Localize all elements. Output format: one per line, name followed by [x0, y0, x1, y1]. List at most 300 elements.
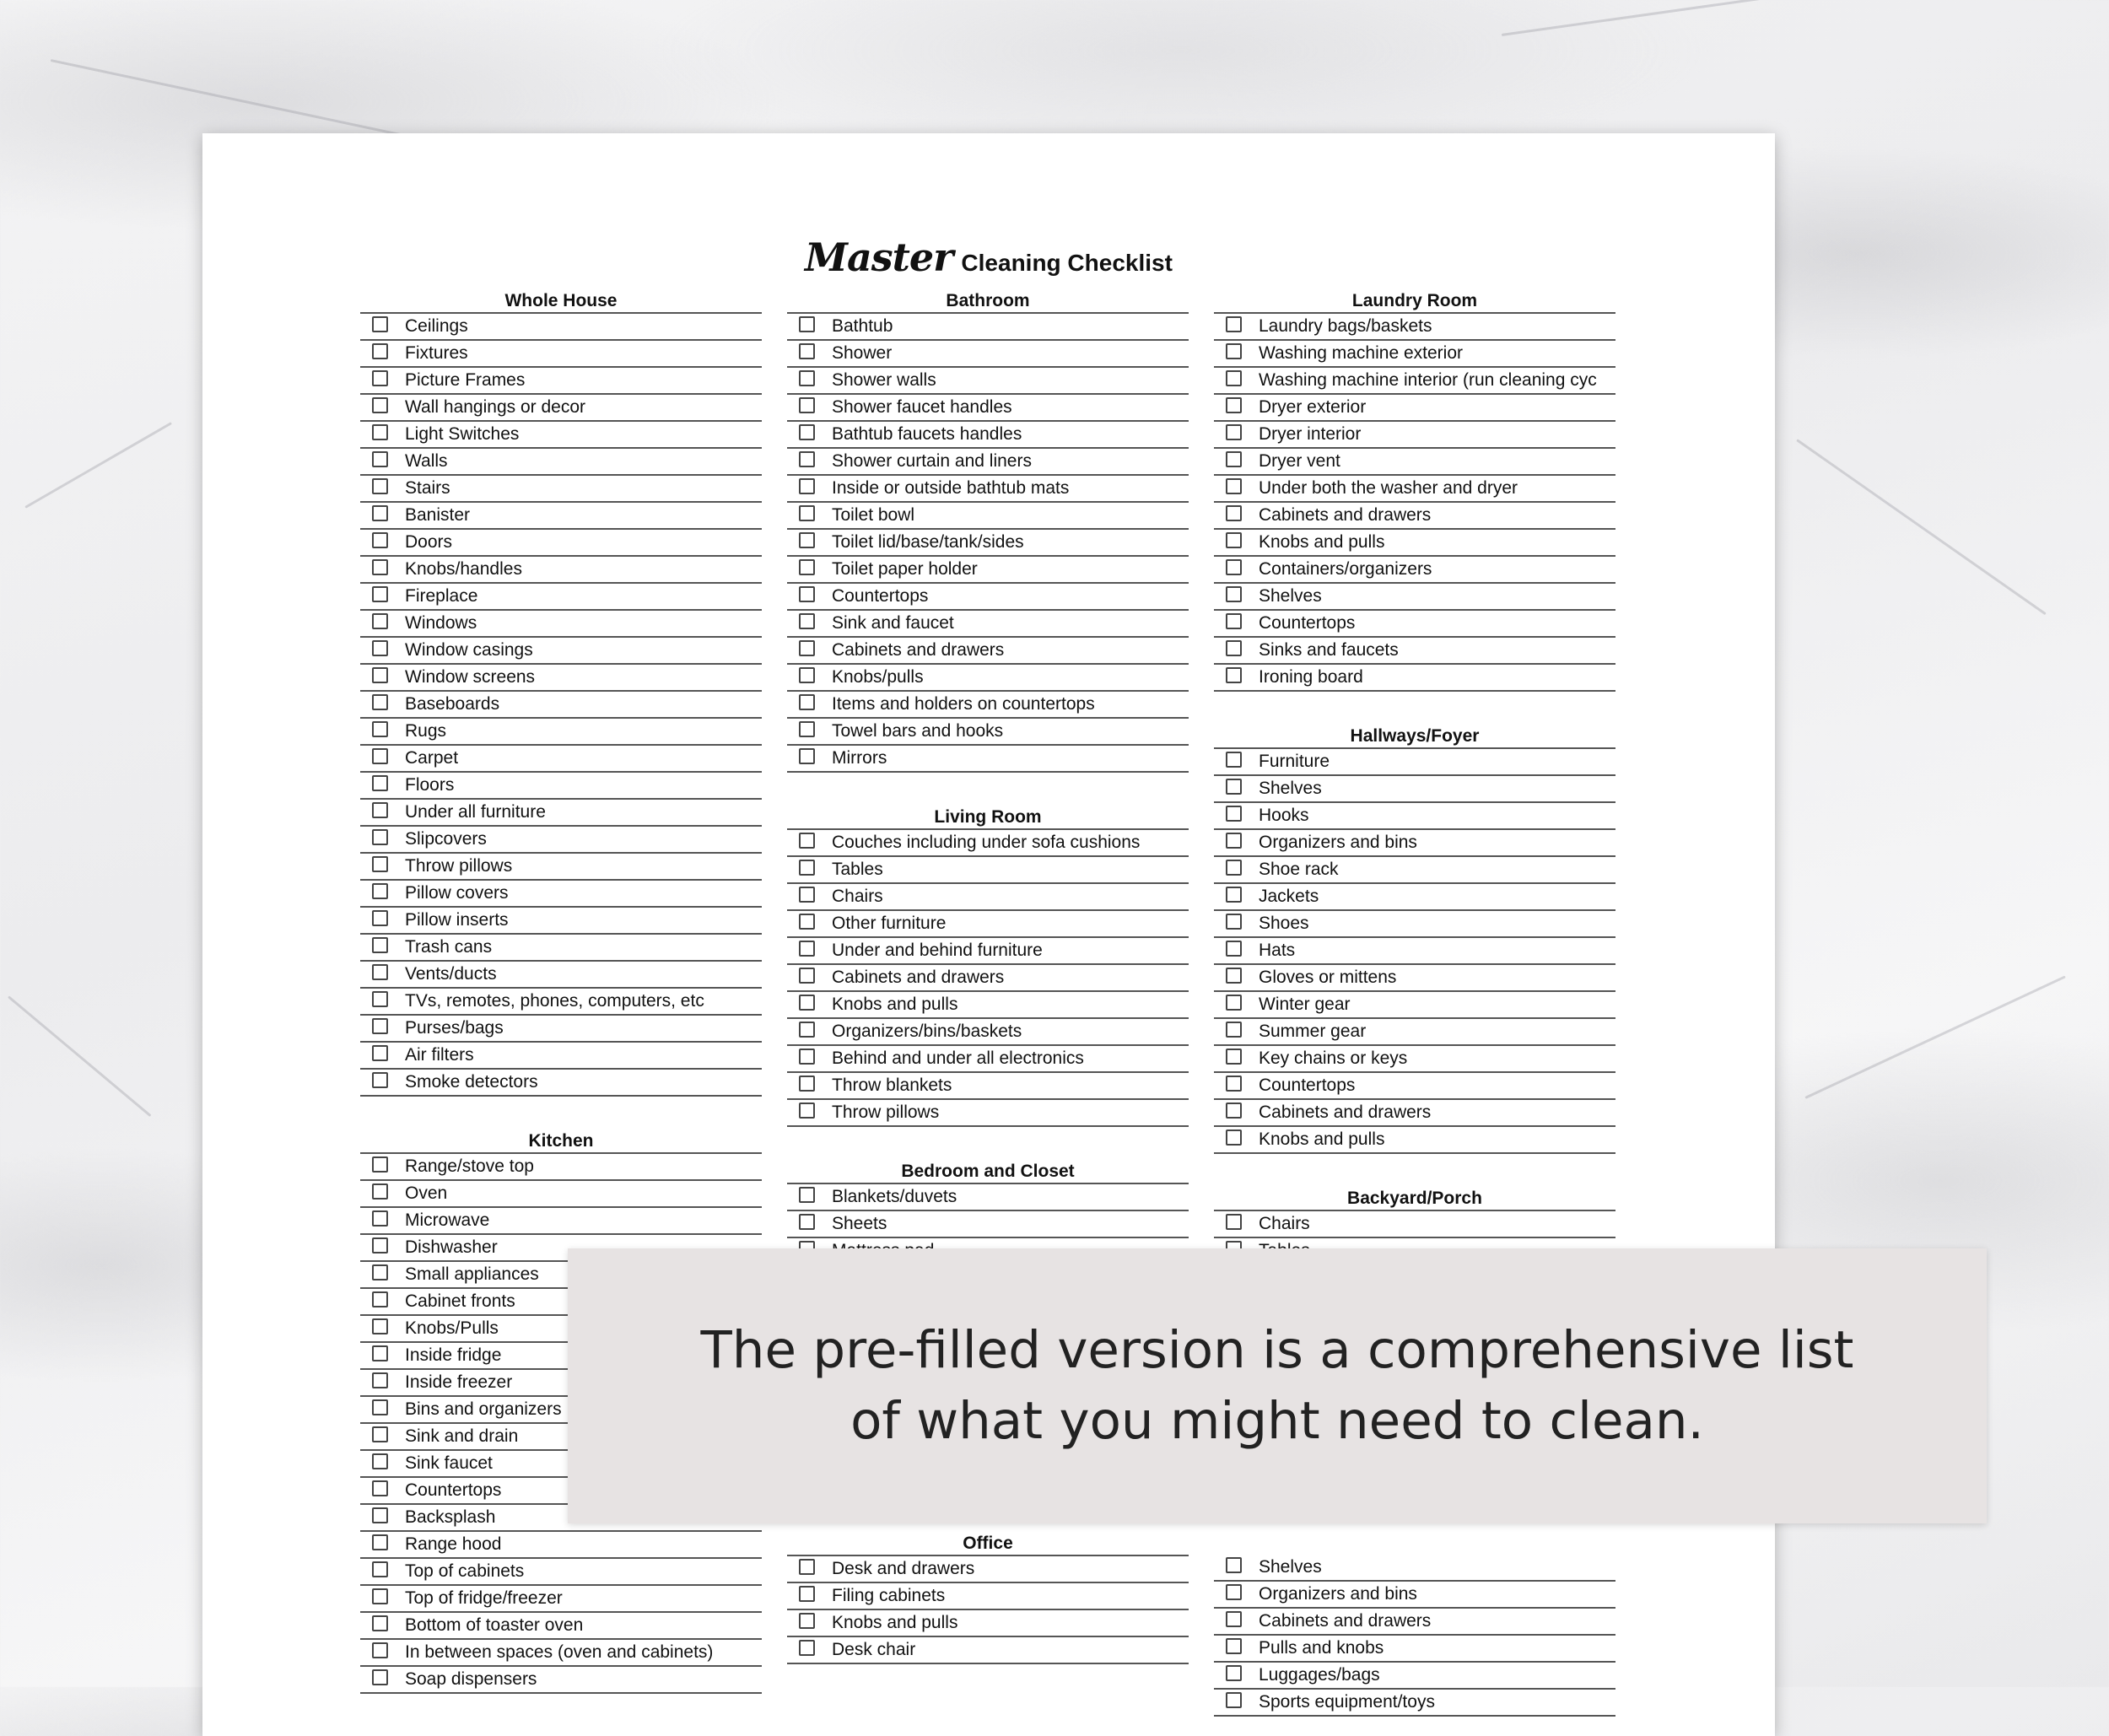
checkbox[interactable]	[799, 1076, 815, 1092]
checkbox[interactable]	[372, 559, 388, 575]
checklist-item-label: Under both the washer and dryer	[1259, 478, 1518, 498]
checklist-item-label: Rugs	[405, 721, 447, 741]
checklist-item	[787, 665, 1189, 692]
checklist-item-label: Knobs and pulls	[832, 1613, 958, 1632]
checkbox[interactable]	[799, 833, 815, 849]
checkbox[interactable]	[372, 1426, 388, 1442]
checkbox[interactable]	[799, 1049, 815, 1065]
checklist-item	[1214, 665, 1615, 692]
checkbox[interactable]	[799, 370, 815, 386]
checklist-item-label: Laundry bags/baskets	[1259, 316, 1432, 336]
checklist-item	[360, 395, 762, 422]
checklist-item	[1214, 1582, 1615, 1609]
checklist-item-label: Pillow inserts	[405, 910, 509, 930]
checkbox[interactable]	[1226, 424, 1242, 440]
checkbox[interactable]	[1226, 370, 1242, 386]
checklist-item	[787, 449, 1189, 476]
checkbox[interactable]	[372, 1669, 388, 1685]
checklist-item-label: Desk chair	[832, 1640, 916, 1659]
caption-line-2: of what you might need to clean.	[850, 1391, 1704, 1451]
checklist-item-label: Floors	[405, 775, 455, 795]
checkbox[interactable]	[372, 316, 388, 332]
checklist-item	[787, 884, 1189, 911]
checkbox[interactable]	[799, 1022, 815, 1038]
checkbox[interactable]	[372, 1264, 388, 1280]
checkbox[interactable]	[799, 1640, 815, 1656]
checklist-item-label: Cabinets and drawers	[832, 968, 1005, 987]
checkbox[interactable]	[799, 316, 815, 332]
checklist-item	[787, 638, 1189, 665]
checkbox[interactable]	[372, 1507, 388, 1523]
checkbox[interactable]	[372, 1045, 388, 1061]
checkbox[interactable]	[372, 532, 388, 548]
checklist-item-label: Dishwasher	[405, 1237, 498, 1257]
checklist-item-label: Sinks and faucets	[1259, 640, 1399, 660]
checklist-item-label: Wall hangings or decor	[405, 397, 585, 417]
checklist-item-label: Sink faucet	[405, 1453, 493, 1473]
checklist-item-label: Key chains or keys	[1259, 1049, 1408, 1068]
checklist-item	[360, 1070, 762, 1097]
checklist-item	[360, 1208, 762, 1235]
column-3	[1214, 287, 1615, 1265]
checkbox[interactable]	[799, 887, 815, 903]
checklist-item-label: Dryer vent	[1259, 451, 1340, 471]
checkbox[interactable]	[372, 1291, 388, 1307]
checklist-item-label: Vents/ducts	[405, 964, 497, 984]
checklist-item-label: Backsplash	[405, 1507, 496, 1527]
checkbox[interactable]	[372, 937, 388, 953]
checklist-item	[360, 341, 762, 368]
checkbox[interactable]	[372, 1453, 388, 1469]
checklist-item-label: Knobs and pulls	[832, 995, 958, 1014]
checkbox[interactable]	[372, 424, 388, 440]
checkbox[interactable]	[372, 910, 388, 926]
checkbox[interactable]	[799, 995, 815, 1011]
marble-vein	[1502, 0, 1903, 36]
checklist-item	[360, 1640, 762, 1667]
checklist-item-label: Oven	[405, 1183, 448, 1203]
checklist-item-label: Countertops	[1259, 1076, 1356, 1095]
checkbox[interactable]	[372, 1480, 388, 1496]
checklist-item-label: Cabinets and drawers	[1259, 505, 1432, 525]
checkbox[interactable]	[1226, 1692, 1242, 1708]
checklist-item-label: Items and holders on countertops	[832, 694, 1095, 714]
checklist-item-label: Baseboards	[405, 694, 500, 714]
checkbox[interactable]	[799, 586, 815, 602]
checkbox[interactable]	[372, 829, 388, 845]
checkbox[interactable]	[1226, 1214, 1242, 1230]
checklist-item	[1214, 584, 1615, 611]
checkbox[interactable]	[1226, 806, 1242, 822]
checkbox[interactable]	[1226, 478, 1242, 494]
checklist-item-label: Cabinets and drawers	[1259, 1611, 1432, 1631]
checkbox[interactable]	[372, 505, 388, 521]
checkbox[interactable]	[799, 1586, 815, 1602]
checkbox[interactable]	[799, 667, 815, 683]
checklist-item-label: Walls	[405, 451, 448, 471]
checkbox[interactable]	[372, 1318, 388, 1334]
checkbox[interactable]	[799, 559, 815, 575]
checklist-item-label: Throw pillows	[405, 856, 513, 876]
checklist-item-label: Pillow covers	[405, 883, 509, 903]
checklist-item-label: Air filters	[405, 1045, 474, 1065]
checklist-item-label: Toilet lid/base/tank/sides	[832, 532, 1024, 552]
checklist-item	[787, 395, 1189, 422]
checkbox[interactable]	[372, 586, 388, 602]
checklist-item-label: Inside freezer	[405, 1372, 513, 1392]
checkbox[interactable]	[1226, 914, 1242, 930]
checklist-item	[360, 503, 762, 530]
checklist-item	[360, 746, 762, 773]
checkbox[interactable]	[372, 1183, 388, 1200]
checkbox[interactable]	[799, 1214, 815, 1230]
checklist-item	[1214, 422, 1615, 449]
checkbox[interactable]	[799, 1613, 815, 1629]
checklist-item-label: Mirrors	[832, 748, 887, 768]
checkbox[interactable]	[372, 640, 388, 656]
checklist-item	[360, 449, 762, 476]
title-text: Cleaning Checklist	[961, 250, 1173, 276]
checklist-item	[787, 965, 1189, 992]
checklist-item	[787, 992, 1189, 1019]
checklist-item	[360, 1667, 762, 1694]
checkbox[interactable]	[1226, 532, 1242, 548]
checklist-item-label: Countertops	[405, 1480, 502, 1500]
checkbox[interactable]	[1226, 1129, 1242, 1146]
checklist-item	[1214, 1211, 1615, 1238]
checklist-item-label: Dryer exterior	[1259, 397, 1367, 417]
checklist-item-label: Shelves	[1259, 1557, 1322, 1577]
checklist-item-label: Carpet	[405, 748, 459, 768]
checklist-item-label: Organizers and bins	[1259, 1584, 1417, 1604]
checklist-item-label: Knobs and pulls	[1259, 1129, 1385, 1149]
checkbox[interactable]	[1226, 586, 1242, 602]
checkbox[interactable]	[372, 748, 388, 764]
checklist-item	[787, 746, 1189, 773]
checklist-item	[360, 989, 762, 1016]
checklist-item-label: Inside or outside bathtub mats	[832, 478, 1070, 498]
checklist-item	[360, 368, 762, 395]
checklist-item-label: Hooks	[1259, 806, 1309, 825]
checkbox[interactable]	[372, 1615, 388, 1631]
checklist-item	[360, 422, 762, 449]
section-heading: Living Room	[787, 803, 1189, 830]
checklist-item	[1214, 1555, 1615, 1582]
checkbox[interactable]	[799, 613, 815, 629]
checklist-item-label: Shower curtain and liners	[832, 451, 1032, 471]
checkbox[interactable]	[372, 343, 388, 359]
checklist-item	[360, 1586, 762, 1613]
marble-vein	[1796, 439, 2047, 615]
checklist-item	[360, 314, 762, 341]
checklist-item	[360, 1043, 762, 1070]
checklist-item-label: Throw pillows	[832, 1103, 940, 1122]
checklist-item-label: Shower walls	[832, 370, 936, 390]
checklist-item-label: Ironing board	[1259, 667, 1363, 687]
checklist-item	[360, 530, 762, 557]
checkbox[interactable]	[372, 1210, 388, 1227]
checklist-item-label: Shoe rack	[1259, 860, 1339, 879]
checklist-item-label: Containers/organizers	[1259, 559, 1432, 579]
checkbox[interactable]	[372, 694, 388, 710]
checkbox[interactable]	[799, 424, 815, 440]
checkbox[interactable]	[372, 802, 388, 818]
checkbox[interactable]	[1226, 860, 1242, 876]
checklist-item-label: Stairs	[405, 478, 450, 498]
checkbox[interactable]	[799, 968, 815, 984]
column-2-lower	[787, 1529, 1189, 1664]
section-gap	[787, 773, 1189, 803]
caption-line-1: The pre-filled version is a comprehensive list	[700, 1320, 1854, 1380]
checkbox[interactable]	[372, 397, 388, 413]
checklist-item	[360, 1559, 762, 1586]
checklist-item-label: Towel bars and hooks	[832, 721, 1004, 741]
checklist-item	[1214, 803, 1615, 830]
checklist-item	[1214, 557, 1615, 584]
checkbox[interactable]	[1226, 833, 1242, 849]
checklist-item-label: Shelves	[1259, 586, 1322, 606]
checklist-item-label: Banister	[405, 505, 471, 525]
checklist-item-label: Sink and drain	[405, 1426, 519, 1446]
column-3-lower	[1214, 1555, 1615, 1717]
checkbox[interactable]	[1226, 1665, 1242, 1681]
checkbox[interactable]	[372, 856, 388, 872]
checkbox[interactable]	[1226, 752, 1242, 768]
checkbox[interactable]	[1226, 968, 1242, 984]
checkbox[interactable]	[1226, 1049, 1242, 1065]
checkbox[interactable]	[1226, 941, 1242, 957]
checklist-item-label: Tables	[832, 860, 883, 879]
checklist-item	[360, 1016, 762, 1043]
checklist-item-label: Doors	[405, 532, 453, 552]
checklist-item-label: Cabinets and drawers	[832, 640, 1005, 660]
checklist-item-label: Fixtures	[405, 343, 468, 363]
checkbox[interactable]	[372, 991, 388, 1007]
checklist-item	[1214, 503, 1615, 530]
checkbox[interactable]	[372, 1156, 388, 1173]
checkbox[interactable]	[1226, 1022, 1242, 1038]
checkbox[interactable]	[799, 721, 815, 737]
checklist-item	[360, 908, 762, 935]
checklist-item	[1214, 476, 1615, 503]
checklist-item	[787, 692, 1189, 719]
section-gap	[360, 1097, 762, 1127]
checkbox[interactable]	[372, 964, 388, 980]
checkbox[interactable]	[799, 343, 815, 359]
checklist-item-label: Summer gear	[1259, 1022, 1367, 1041]
checkbox[interactable]	[372, 1642, 388, 1658]
checklist-item-label: Fireplace	[405, 586, 478, 606]
checkbox[interactable]	[372, 883, 388, 899]
checkbox[interactable]	[1226, 887, 1242, 903]
checkbox[interactable]	[799, 640, 815, 656]
checkbox[interactable]	[799, 860, 815, 876]
checklist-item-label: Couches including under sofa cushions	[832, 833, 1141, 852]
checkbox[interactable]	[372, 451, 388, 467]
checklist-item-label: Toilet paper holder	[832, 559, 978, 579]
checkbox[interactable]	[799, 1559, 815, 1575]
checkbox[interactable]	[1226, 1584, 1242, 1600]
checklist-item	[787, 530, 1189, 557]
checkbox[interactable]	[1226, 1638, 1242, 1654]
column-2	[787, 287, 1189, 1265]
checklist-item	[787, 368, 1189, 395]
checkbox[interactable]	[372, 478, 388, 494]
checklist-item	[1214, 749, 1615, 776]
checklist-item-label: Behind and under all electronics	[832, 1049, 1084, 1068]
checklist-item-label: Shoes	[1259, 914, 1309, 933]
checklist-item	[1214, 776, 1615, 803]
checklist-item-label: Filing cabinets	[832, 1586, 946, 1605]
checklist-item	[787, 1019, 1189, 1046]
checkbox[interactable]	[1226, 343, 1242, 359]
checklist-item-label: Luggages/bags	[1259, 1665, 1380, 1685]
checklist-item-label: Microwave	[405, 1210, 490, 1230]
checkbox[interactable]	[1226, 613, 1242, 629]
checklist-item-label: Gloves or mittens	[1259, 968, 1397, 987]
checklist-item	[787, 1211, 1189, 1238]
checkbox[interactable]	[372, 370, 388, 386]
checklist-item	[787, 1637, 1189, 1664]
checkbox[interactable]	[799, 451, 815, 467]
checkbox[interactable]	[372, 1237, 388, 1253]
checklist-item	[787, 719, 1189, 746]
checklist-item	[1214, 1046, 1615, 1073]
checkbox[interactable]	[1226, 451, 1242, 467]
checklist-item-label: Top of fridge/freezer	[405, 1588, 563, 1608]
checklist-item-label: Range hood	[405, 1534, 502, 1554]
checklist-item-label: Blankets/duvets	[832, 1187, 957, 1206]
checklist-item-label: Under and behind furniture	[832, 941, 1043, 960]
checklist-item	[787, 1100, 1189, 1127]
checklist-item	[1214, 1127, 1615, 1154]
checkbox[interactable]	[799, 914, 815, 930]
checklist-item	[787, 611, 1189, 638]
checklist-item	[1214, 884, 1615, 911]
checklist-item-label: Inside fridge	[405, 1345, 502, 1365]
checkbox[interactable]	[799, 1187, 815, 1203]
checkbox[interactable]	[1226, 316, 1242, 332]
checkbox[interactable]	[1226, 667, 1242, 683]
checkbox[interactable]	[1226, 559, 1242, 575]
checkbox[interactable]	[1226, 1103, 1242, 1119]
checkbox[interactable]	[372, 1588, 388, 1604]
checkbox[interactable]	[799, 397, 815, 413]
checkbox[interactable]	[1226, 640, 1242, 656]
checklist-item-label: Soap dispensers	[405, 1669, 537, 1689]
checklist-item	[360, 1181, 762, 1208]
checkbox[interactable]	[1226, 397, 1242, 413]
checklist-item-label: Desk and drawers	[832, 1559, 975, 1578]
checkbox[interactable]	[372, 1345, 388, 1361]
checkbox[interactable]	[1226, 505, 1242, 521]
checklist-item-label: Furniture	[1259, 752, 1330, 771]
checklist-item-label: Winter gear	[1259, 995, 1351, 1014]
section-heading: Office	[787, 1529, 1189, 1556]
checklist-item-label: Organizers and bins	[1259, 833, 1417, 852]
checklist-item	[360, 1613, 762, 1640]
checklist-item	[360, 962, 762, 989]
checkbox[interactable]	[799, 478, 815, 494]
checklist-item	[787, 857, 1189, 884]
checklist-item	[360, 773, 762, 800]
section-heading: Bedroom and Closet	[787, 1157, 1189, 1184]
checkbox[interactable]	[372, 1399, 388, 1415]
checklist-item-label: Hats	[1259, 941, 1296, 960]
checkbox[interactable]	[799, 532, 815, 548]
checkbox[interactable]	[372, 667, 388, 683]
checklist-item	[360, 665, 762, 692]
checklist-item-label: Washing machine interior (run cleaning cyc	[1259, 370, 1597, 390]
checklist-item	[1214, 965, 1615, 992]
checkbox[interactable]	[799, 748, 815, 764]
checkbox[interactable]	[799, 505, 815, 521]
checklist-item-label: Dryer interior	[1259, 424, 1362, 444]
marble-vein	[1804, 975, 2065, 1098]
section-heading: Laundry Room	[1214, 287, 1615, 314]
checklist-item	[787, 557, 1189, 584]
checklist-item	[1214, 638, 1615, 665]
checklist-item-label: Ceilings	[405, 316, 468, 336]
section-gap	[787, 1127, 1189, 1157]
checkbox[interactable]	[372, 1372, 388, 1388]
checklist-item-label: Cabinet fronts	[405, 1291, 515, 1311]
checklist-item-label: Chairs	[1259, 1214, 1310, 1233]
checkbox[interactable]	[372, 1534, 388, 1550]
checkbox[interactable]	[1226, 1611, 1242, 1627]
section-heading: Whole House	[360, 287, 762, 314]
section-gap	[1214, 692, 1615, 722]
checklist-item	[1214, 1609, 1615, 1636]
checklist-item-label: Slipcovers	[405, 829, 487, 849]
checklist-item-label: Window screens	[405, 667, 536, 687]
checkbox[interactable]	[1226, 1557, 1242, 1573]
checklist-item	[787, 1610, 1189, 1637]
title-script: Master	[805, 235, 953, 280]
checkbox[interactable]	[799, 694, 815, 710]
checkbox[interactable]	[372, 1072, 388, 1088]
checkbox[interactable]	[372, 1561, 388, 1577]
checklist-item	[1214, 857, 1615, 884]
checklist-item	[360, 611, 762, 638]
checkbox[interactable]	[1226, 1076, 1242, 1092]
checklist-item	[360, 638, 762, 665]
checkbox[interactable]	[799, 1103, 815, 1119]
checklist-item	[1214, 341, 1615, 368]
checkbox[interactable]	[372, 613, 388, 629]
checklist-item	[1214, 1690, 1615, 1717]
checkbox[interactable]	[1226, 779, 1242, 795]
checklist-item-label: Sheets	[832, 1214, 887, 1233]
checkbox[interactable]	[372, 1018, 388, 1034]
checklist-item	[1214, 368, 1615, 395]
checkbox[interactable]	[1226, 995, 1242, 1011]
checklist-item	[1214, 992, 1615, 1019]
checkbox[interactable]	[372, 775, 388, 791]
checkbox[interactable]	[799, 941, 815, 957]
checkbox[interactable]	[372, 721, 388, 737]
checklist-item	[787, 314, 1189, 341]
checklist-item	[360, 692, 762, 719]
checklist-item-label: Shower faucet handles	[832, 397, 1012, 417]
checklist-item-label: Under all furniture	[405, 802, 546, 822]
checklist-item	[787, 1073, 1189, 1100]
checklist-item	[787, 911, 1189, 938]
checklist-item-label: Small appliances	[405, 1264, 539, 1284]
checklist-item	[360, 557, 762, 584]
checklist-item	[360, 1532, 762, 1559]
checklist-item-label: Knobs/handles	[405, 559, 522, 579]
